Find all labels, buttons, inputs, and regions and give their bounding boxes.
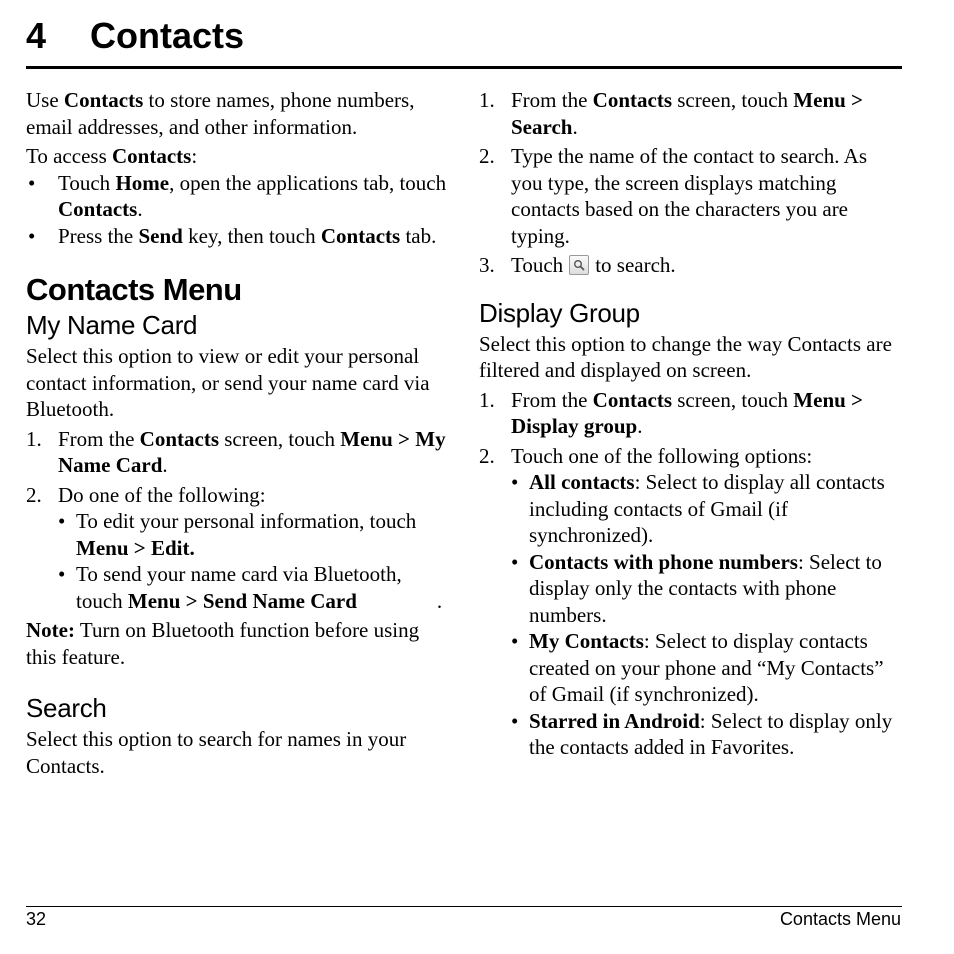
option-item: • My Contacts: Select to display contacts created on your phone and “My Contacts” of Gmail (if synchronized).	[511, 628, 899, 708]
my-name-card-description: Select this option to view or edit your personal contact information, or send your name card via Bluetooth.	[26, 344, 430, 421]
step-item: 2. Do one of the following: • To edit your personal information, touch Menu > Edit. • To send your name card via Bluetooth, touch Menu > Send Name Card .	[26, 482, 451, 615]
right-column	[479, 87, 899, 761]
title-rule	[26, 66, 902, 69]
subsection-heading-my-name-card: My Name Card	[26, 310, 198, 340]
search-steps	[479, 87, 899, 279]
subsection-heading-display-group: Display Group	[479, 297, 640, 328]
option-item: • All contacts: Select to display all contacts including contacts of Gmail (if synchronized).	[511, 469, 899, 549]
list-item: • Press the Send key, then touch Contacts tab.	[26, 223, 451, 250]
sub-item: • To edit your personal information, touch Menu > Edit.	[58, 508, 451, 561]
intro-paragraph: Use Contacts to store names, phone numbers, email addresses, and other information.	[26, 88, 415, 139]
search-icon	[569, 255, 589, 275]
chapter-name: Contacts	[90, 15, 245, 56]
page-number: 32	[26, 909, 47, 929]
note-paragraph: Note: Turn on Bluetooth function before using this feature.	[26, 618, 420, 669]
display-options	[511, 469, 899, 761]
search-description: Select this option to search for names in your Contacts.	[26, 727, 407, 778]
section-heading-contacts-menu: Contacts Menu	[26, 272, 242, 307]
access-list	[26, 170, 451, 250]
subsection-heading-search: Search	[26, 693, 107, 723]
footer-rule	[26, 906, 902, 907]
chapter-title	[26, 14, 244, 58]
list-item: • Touch Home, open the applications tab, touch Contacts.	[26, 170, 451, 223]
left-column	[26, 87, 451, 779]
step-item: 3. Touch to search.	[479, 253, 676, 277]
option-item: • Starred in Android: Select to display only the contacts added in Favorites.	[511, 708, 899, 761]
step-item: 1. From the Contacts screen, touch Menu > Search.	[479, 88, 864, 139]
step-item: 2. Touch one of the following options: • All contacts: Select to display all contacts including contacts of Gmail (if synchronized). • Contacts with phone numbers: Select to display only the contacts with phone numbers. • My Contacts: Select to display contacts created on your phone and “My Contacts” of Gmail (if synchronized). • Starred in Android: Select to display only the contacts added in Favorites.	[479, 443, 899, 761]
step-item: 1. From the Contacts screen, touch Menu > Display group.	[479, 387, 864, 438]
display-group-steps	[479, 387, 899, 761]
footer-section: Contacts Menu	[779, 909, 901, 929]
display-group-description: Select this option to change the way Contacts are filtered and displayed on screen.	[479, 331, 892, 382]
chapter-number: 4	[26, 15, 47, 56]
step-item: 2. Type the name of the contact to search. As you type, the screen displays matching contacts based on the characters you are typing.	[479, 144, 867, 248]
option-item: • Contacts with phone numbers: Select to display only the contacts with phone numbers.	[511, 549, 899, 629]
access-paragraph: To access Contacts:	[26, 144, 198, 168]
sub-options	[58, 508, 451, 614]
step-item: 1. From the Contacts screen, touch Menu > My Name Card.	[26, 426, 446, 477]
sub-item: • To send your name card via Bluetooth, touch Menu > Send Name Card .	[58, 561, 451, 614]
my-name-card-steps	[26, 426, 451, 615]
